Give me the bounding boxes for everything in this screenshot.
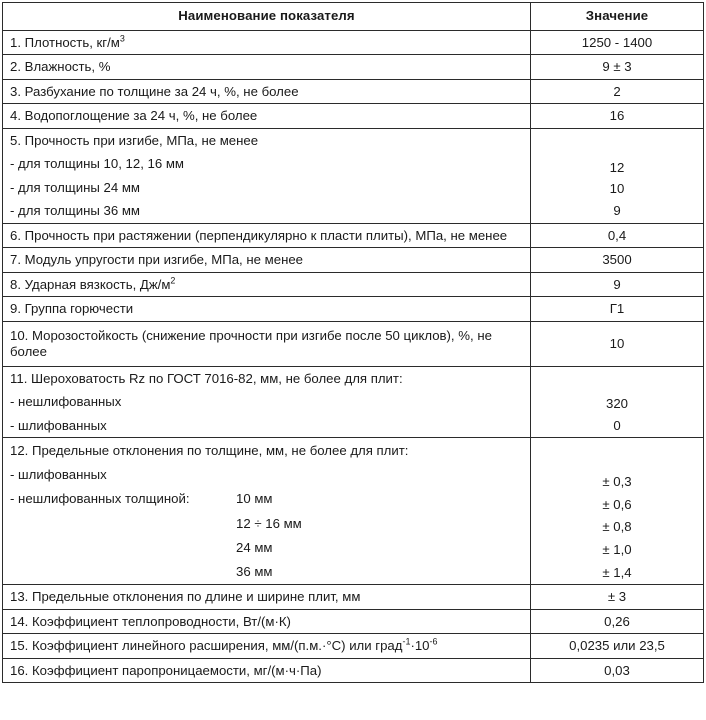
superscript: 3 [119,33,125,44]
row-value-swelling: 2 [531,79,704,104]
row-name-vapor-permeability: 16. Коэффициент паропроницаемости, мг/(м·ч·Па) [3,658,531,683]
row-name-bending-10-12-16: - для толщины 10, 12, 16 мм [3,152,531,175]
superscript: -1 [402,636,411,647]
row-name-linear-expansion [3,634,531,659]
table-row [3,30,704,55]
row-label: - нешлифованных толщиной: [10,491,190,507]
row-sub-label: 24 мм [236,539,273,555]
table-row [3,223,704,248]
row-name-thickness-unsanded [3,487,531,511]
row-name-bending-36: - для толщины 36 мм [3,199,531,223]
row-label-tail: ·10 [410,638,430,654]
row-value-moisture: 9 ± 3 [531,55,704,80]
row-name-thermal-conductivity: 14. Коэффициент теплопроводности, Вт/(м·К) [3,609,531,634]
table-body [3,30,704,683]
row-value-bending-strength-group [531,128,704,223]
specification-table [2,2,704,683]
row-name-moisture: 2. Влажность, % [3,55,531,80]
value-thickness-10: ± 0,6 [602,496,632,512]
value-thickness-sanded: ± 0,3 [602,474,632,490]
row-name-tensile-strength: 6. Прочность при растяжении (перпендикулярно к пласти плиты), МПа, не менее [3,223,531,248]
row-value-density: 1250 - 1400 [531,30,704,55]
row-name-bending-strength: 5. Прочность при изгибе, МПа, не менее [3,128,531,152]
row-name-flammability-group: 9. Группа горючести [3,297,531,322]
row-value-thickness-deviation-group [531,438,704,585]
table-row [3,634,704,659]
row-value-water-absorption: 16 [531,104,704,129]
value-thickness-12-16: ± 0,8 [602,519,632,535]
row-value-length-width-deviation: ± 3 [531,585,704,610]
row-name-length-width-deviation: 13. Предельные отклонения по длине и ширине плит, мм [3,585,531,610]
table-row [3,248,704,273]
row-value-vapor-permeability: 0,03 [531,658,704,683]
superscript: -6 [429,636,438,647]
table-header-row [3,3,704,31]
row-name-thickness-12-16 [3,511,531,535]
row-sub-label: 12 ÷ 16 мм [236,515,302,531]
row-sub-label: 10 мм [236,491,273,507]
table-row [3,609,704,634]
table-row [3,585,704,610]
table-head [3,3,704,31]
row-name-thickness-sanded: - шлифованных [3,463,531,487]
row-value-thermal-conductivity: 0,26 [531,609,704,634]
row-value-tensile-strength: 0,4 [531,223,704,248]
row-value-flammability-group: Г1 [531,297,704,322]
row-label: 15. Коэффициент линейного расширения, мм/(п.м.·°C) или град [10,638,403,654]
table-row [3,79,704,104]
table-row [3,104,704,129]
table-row [3,55,704,80]
row-label: 1. Плотность, кг/м [10,34,120,50]
row-name-thickness-36 [3,560,531,585]
value-roughness-sanded: 0 [613,417,621,433]
table-row [3,438,704,463]
row-name-impact-strength [3,272,531,297]
row-name-elastic-modulus: 7. Модуль упругости при изгибе, МПа, не менее [3,248,531,273]
row-value-linear-expansion: 0,0235 или 23,5 [531,634,704,659]
column-header-value: Значение [531,3,704,31]
value-thickness-24: ± 1,0 [602,541,632,557]
value-bending-24: 10 [609,181,625,197]
row-name-bending-24: - для толщины 24 мм [3,176,531,199]
row-value-elastic-modulus: 3500 [531,248,704,273]
row-name-roughness-unsanded: - нешлифованных [3,390,531,413]
row-name-roughness: 11. Шероховатость Rz по ГОСТ 7016-82, мм, не более для плит: [3,367,531,391]
value-bending-36: 9 [613,203,621,219]
row-value-frost-resistance: 10 [531,321,704,366]
row-name-frost-resistance: 10. Морозостойкость (снижение прочности при изгибе после 50 циклов), %, не более [3,321,531,366]
row-label: 8. Ударная вязкость, Дж/м [10,276,171,292]
table-row [3,297,704,322]
table-row [3,367,704,391]
value-roughness-unsanded: 320 [605,396,628,412]
row-name-thickness-24 [3,535,531,559]
row-sub-label: 36 мм [236,564,273,580]
row-name-roughness-sanded: - шлифованных [3,414,531,438]
value-thickness-36: ± 1,4 [602,564,632,580]
superscript: 2 [170,275,176,286]
row-name-density [3,30,531,55]
row-name-water-absorption: 4. Водопоглощение за 24 ч, %, не более [3,104,531,129]
table-row [3,272,704,297]
table-row [3,658,704,683]
table-row [3,321,704,366]
table-row [3,128,704,152]
value-bending-10-12-16: 12 [609,159,625,175]
column-header-name: Наименование показателя [3,3,531,31]
row-value-impact-strength: 9 [531,272,704,297]
row-name-swelling: 3. Разбухание по толщине за 24 ч, %, не более [3,79,531,104]
row-value-roughness-group [531,367,704,438]
row-name-thickness-deviation: 12. Предельные отклонения по толщине, мм, не более для плит: [3,438,531,463]
